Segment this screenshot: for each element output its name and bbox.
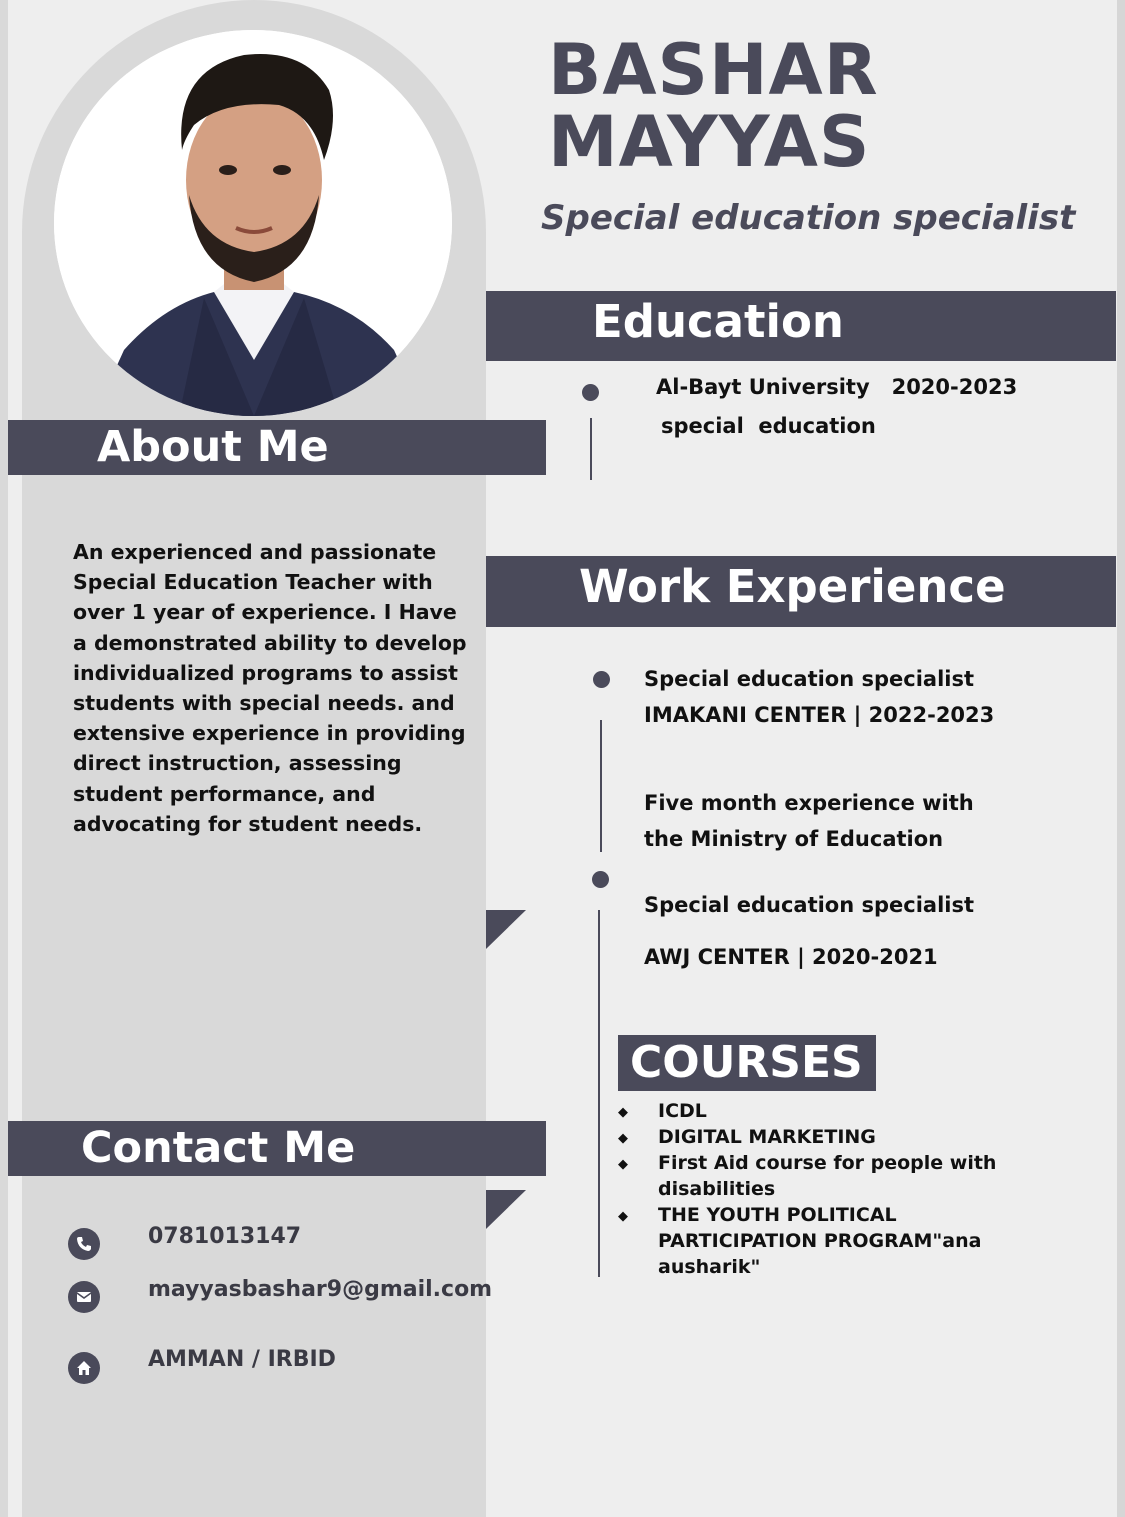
education-item-1-line2: special education <box>661 414 876 438</box>
contact-location: AMMAN / IRBID <box>148 1347 336 1372</box>
page-right-edge <box>1117 0 1125 1517</box>
course-item <box>618 1098 1008 1124</box>
bullet-icon: ◆ <box>618 1157 628 1172</box>
bullet-icon: ◆ <box>618 1209 628 1224</box>
work-heading: Work Experience <box>579 560 1006 613</box>
decor-triangle <box>486 910 526 949</box>
course-item <box>618 1150 1008 1202</box>
course-item <box>618 1202 1008 1280</box>
work-item-2-line1: Five month experience with <box>644 791 974 815</box>
courses-list <box>618 1098 1008 1280</box>
work-item-3-org: AWJ CENTER | 2020-2021 <box>644 945 938 969</box>
timeline-line <box>598 910 600 1277</box>
first-name: BASHAR <box>548 29 879 111</box>
work-heading-bar <box>486 556 1116 627</box>
about-heading-bar <box>8 420 546 475</box>
course-label: DIGITAL MARKETING <box>658 1126 876 1148</box>
last-name: MAYYAS <box>548 101 871 183</box>
education-heading-bar <box>486 291 1116 361</box>
bullet-icon: ◆ <box>618 1131 628 1146</box>
about-heading: About Me <box>97 422 329 472</box>
work-item-1-role: Special education specialist <box>644 667 975 691</box>
profile-photo <box>54 30 452 416</box>
courses-heading: COURSES <box>630 1037 863 1088</box>
decor-triangle <box>486 1190 526 1229</box>
contact-heading-bar <box>8 1121 546 1176</box>
timeline-line <box>590 418 592 480</box>
work-item-1-org: IMAKANI CENTER | 2022-2023 <box>644 703 995 727</box>
email-icon <box>68 1281 100 1313</box>
timeline-dot <box>593 671 610 688</box>
course-item <box>618 1124 1008 1150</box>
timeline-line <box>600 720 602 852</box>
course-label: THE YOUTH POLITICAL PARTICIPATION PROGRAM"ana ausharik" <box>658 1204 982 1278</box>
contact-email[interactable]: mayyasbashar9@gmail.com <box>148 1277 493 1302</box>
profile-photo-illustration <box>54 30 452 416</box>
course-label: ICDL <box>658 1100 707 1122</box>
timeline-dot <box>582 384 599 401</box>
contact-phone[interactable]: 0781013147 <box>148 1224 302 1249</box>
education-heading: Education <box>592 295 844 348</box>
work-item-3-role: Special education specialist <box>644 893 975 917</box>
timeline-dot <box>592 871 609 888</box>
person-name <box>548 29 879 183</box>
home-icon <box>68 1352 100 1384</box>
course-label: First Aid course for people with disabilities <box>658 1152 997 1200</box>
about-text: An experienced and passionate Special Education Teacher with over 1 year of experience. I Have a demonstrated ability to develop individualized programs to assist students with special needs. and extensive experience in providing direct instruction, assessing student performance, and advocating for student needs. <box>73 540 467 836</box>
job-title: Special education specialist <box>541 198 1076 238</box>
work-item-2-line2: the Ministry of Education <box>644 827 944 851</box>
bullet-icon: ◆ <box>618 1105 628 1120</box>
courses-heading-bar <box>618 1035 876 1091</box>
phone-icon <box>68 1228 100 1260</box>
education-item-1-line1: Al-Bayt University 2020-2023 <box>656 375 1018 399</box>
contact-heading: Contact Me <box>81 1123 356 1173</box>
page-left-edge <box>0 0 8 1517</box>
